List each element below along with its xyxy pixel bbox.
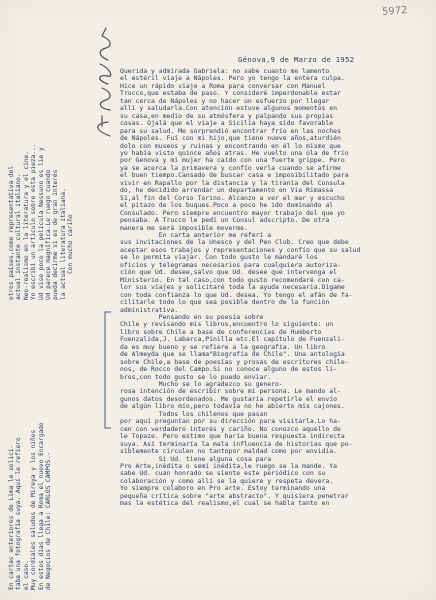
body-line-9: de Nápoles. Fuí con mi hijo,que tiene nueve años,aturdién: [120, 134, 341, 143]
body-line-33: administrativa.: [120, 305, 179, 314]
body-line-30: lor sus viajes y solicitaré toda la ayuda necesaria.Dígame: [120, 283, 345, 292]
margin-note-top: [8, 144, 75, 300]
side-line-0: En cartas anteriores de Lima le solici-: [8, 444, 15, 590]
body-line-54: Si Ud. tiene alguna cosa para: [120, 454, 272, 463]
body-line-7: cosas. Ojalá que el viaje a Sicilia haya sido favorable: [120, 119, 334, 128]
body-line-46: gunos datos desordenados. Me gustaría repetirle el envío: [120, 394, 338, 403]
body-line-50: cen con verdadero interés y cariño. No conozco aquello de: [120, 424, 341, 433]
side-line-1: taba una fotografía suya. Aquí le refiero: [15, 437, 23, 590]
margin-note-bottom: [8, 422, 52, 590]
body-line-57: colaboración y como allí se la quiere y respeta devera.: [120, 476, 334, 485]
side-line-2: Neo-realismo en la literatura y el cine.: [22, 150, 30, 300]
body-line-51: le Topaze. Pero estimo que haría buena respuesta indirecta: [120, 432, 345, 441]
body-line-21: manera me será imposible moverme.: [120, 223, 248, 232]
side-line-5: En estos días llega a Roma el nuevo Encargado: [37, 422, 45, 590]
body-line-3: Trucco,que estaba de paso. Y consideré imperdonable estar: [120, 89, 341, 98]
body-line-60: mas la estética del realismo,el cual se habla tanto en: [120, 499, 330, 508]
side-line-0: otros países,como representativa del: [8, 165, 15, 300]
body-line-42: nos, de Rocco del Campo.Si no conoce alguno de estos li-: [120, 365, 338, 374]
body-line-44: Mucho se lo agradezco su genero-: [120, 380, 283, 389]
body-line-15: vivir en Rapallo por la distancia y la tiranía del Consula: [120, 178, 345, 187]
side-line-8: Con mucho cariño: [67, 214, 75, 300]
body-line-17: 51,al fin del Corso Torino. Alcanzo a ver el mar y escucho: [120, 193, 345, 202]
body-line-25: aceptar esos trabajos y representaciones y confío que su salud: [120, 245, 361, 254]
body-line-29: Ministerio. En tal caso,con todo gusto recomendaré con ca-: [120, 275, 345, 284]
body-line-59: pequeña crítica sobre "arte abstracto". Y quisiera penetrar: [120, 491, 349, 500]
side-line-2: el caso.: [22, 560, 30, 590]
side-line-4: Ud vise poco la película Nessuno es lie y: [37, 147, 45, 300]
body-line-10: dolo con museos y ruinas y encontrando en él lo mismo que: [120, 141, 341, 150]
body-line-58: Yo siempre colaboro en Pro arte. Estoy terminando una: [120, 484, 326, 493]
body-line-13: ya se acerca la primavera y confío verla cuando se afirme: [120, 163, 341, 172]
body-line-49: por aquí preguntan por su dirección para visitarla.Lo ha-: [120, 417, 341, 426]
body-line-36: Chile y revisando mis libros,encuentro lo siguiente: un: [120, 320, 334, 329]
body-line-18: el pitazo de los buques.Poco a poco he ido dominando al: [120, 201, 334, 210]
body-line-40: de Almeyda que se llama"Biografía de Chile". Una antología: [120, 350, 345, 359]
body-line-6: su casa,en medio de su atmósfera y palpando sus propias: [120, 111, 334, 120]
side-line-7: la actual literatura italiana.: [59, 188, 67, 300]
body-line-56: sabe Ud. cuan honrado se siente este periódico con su: [120, 469, 326, 478]
side-line-3: Yo escribí un artículo sobre esta pieza...: [30, 143, 38, 300]
body-line-32: cilitarle todo lo que sea posible dentro de la función: [120, 298, 330, 307]
body-line-45: rosa intención de escribir sobre mi persona. Le mando al-: [120, 387, 341, 396]
side-line-6: de Negocios de Chile: CARLOS CAMPOS.-: [45, 452, 53, 590]
body-line-41: sobre Chile,a base de poesías y prosas de escritores chile-: [120, 357, 349, 366]
body-line-48: Todos los chilenos que pasan: [120, 409, 268, 418]
body-line-31: con toda confianza lo que Ud. desea. Yo tengo el afán de fa-: [120, 290, 353, 299]
body-line-38: Fuenzalida,J. Labarca,Pinilla etc.El capítulo de Fuenzali-: [120, 335, 345, 344]
margin-bracket: [103, 310, 113, 430]
body-line-5: allí y saludarla.Con atención estuve algunos momentos en: [120, 104, 338, 113]
body-line-52: suya. Así terminaría la mala influencia de historias que po-: [120, 439, 353, 448]
side-line-6: pueda decirme si es de gran interés: [52, 169, 60, 300]
body-line-55: Pro Arte,inédita o semi inédita,le ruego se la mande. Ya: [120, 462, 338, 471]
body-line-23: En carta anterior me referí a: [120, 230, 272, 239]
letter-body: [120, 68, 420, 508]
body-line-39: da es muy bueno y se refiere a la geografía. Un libro: [120, 342, 326, 351]
body-line-12: por Genova y mi mujer ha caído con una fuerte grippe. Pero: [120, 156, 345, 165]
body-line-16: do, he decidido arrendar un departamento en Via Rimassa: [120, 186, 334, 195]
body-line-35: Pensando en su poesía sobre: [120, 312, 264, 321]
body-line-1: el estéril viaje a Nápoles. Pero yo tengo la entera culpa.: [120, 74, 345, 83]
body-line-0: Querida y admirada Gabriela: no sabe cuanto me lamento: [120, 67, 330, 75]
body-line-20: pensaba. A Trucco le pedí un Consul adscripto. De otra: [120, 216, 330, 225]
body-line-37: libro sobre Chile a base de conferencias de Humberto: [120, 327, 322, 336]
letter-date: Génova,9 de Marzo de 1952: [238, 55, 355, 64]
handwritten-signature: [92, 20, 116, 140]
body-line-8: para su salud. Me sorprendió encontrar frío en las noches: [120, 126, 341, 135]
side-line-5: Ud parece magnífica.Le ruego cuando: [45, 169, 53, 300]
body-line-4: tan cerca de Nápoles y no hacer un esfuerzo por llegar: [120, 96, 330, 105]
body-line-2: Hice un rápido viaje a Roma para conversar con Manuel: [120, 81, 326, 90]
body-line-28: ción que Ud. desee,salvo que Ud. desee que intervenga el: [120, 268, 338, 277]
body-line-14: el buen tiempo.Cansado de buscar casa e imposibilitado para: [120, 171, 349, 180]
body-line-47: de algún libro mío,pero todavía no he abierto mis cajones.: [120, 402, 345, 411]
body-line-26: se lo permita viajar. Con todo gusto le mandaré los: [120, 253, 318, 262]
body-line-27: oficios y telegramas necesarios para cualquiera autoriza-: [120, 260, 341, 269]
body-line-19: Consulado. Pero siempre encuentro mayor trabajo del que yo: [120, 208, 345, 217]
body-line-11: yo había visto quince años atras. He vuelto una ola de frío: [120, 148, 349, 157]
side-line-1: actual instante cultural italiano.: [15, 173, 23, 300]
body-line-24: sus invitaciones de la Unesco y del Pen Club. Creo que debe: [120, 238, 349, 247]
body-line-53: siblemente circulen no tantopor maldad como por envidia.: [120, 447, 338, 456]
side-line-3: Muy cordiales saludos de Mireya y los niños: [30, 429, 38, 590]
body-line-43: bros,con todo gusto se lo puedo enviar.: [120, 372, 272, 381]
archive-reference-number: 5972: [381, 5, 408, 18]
